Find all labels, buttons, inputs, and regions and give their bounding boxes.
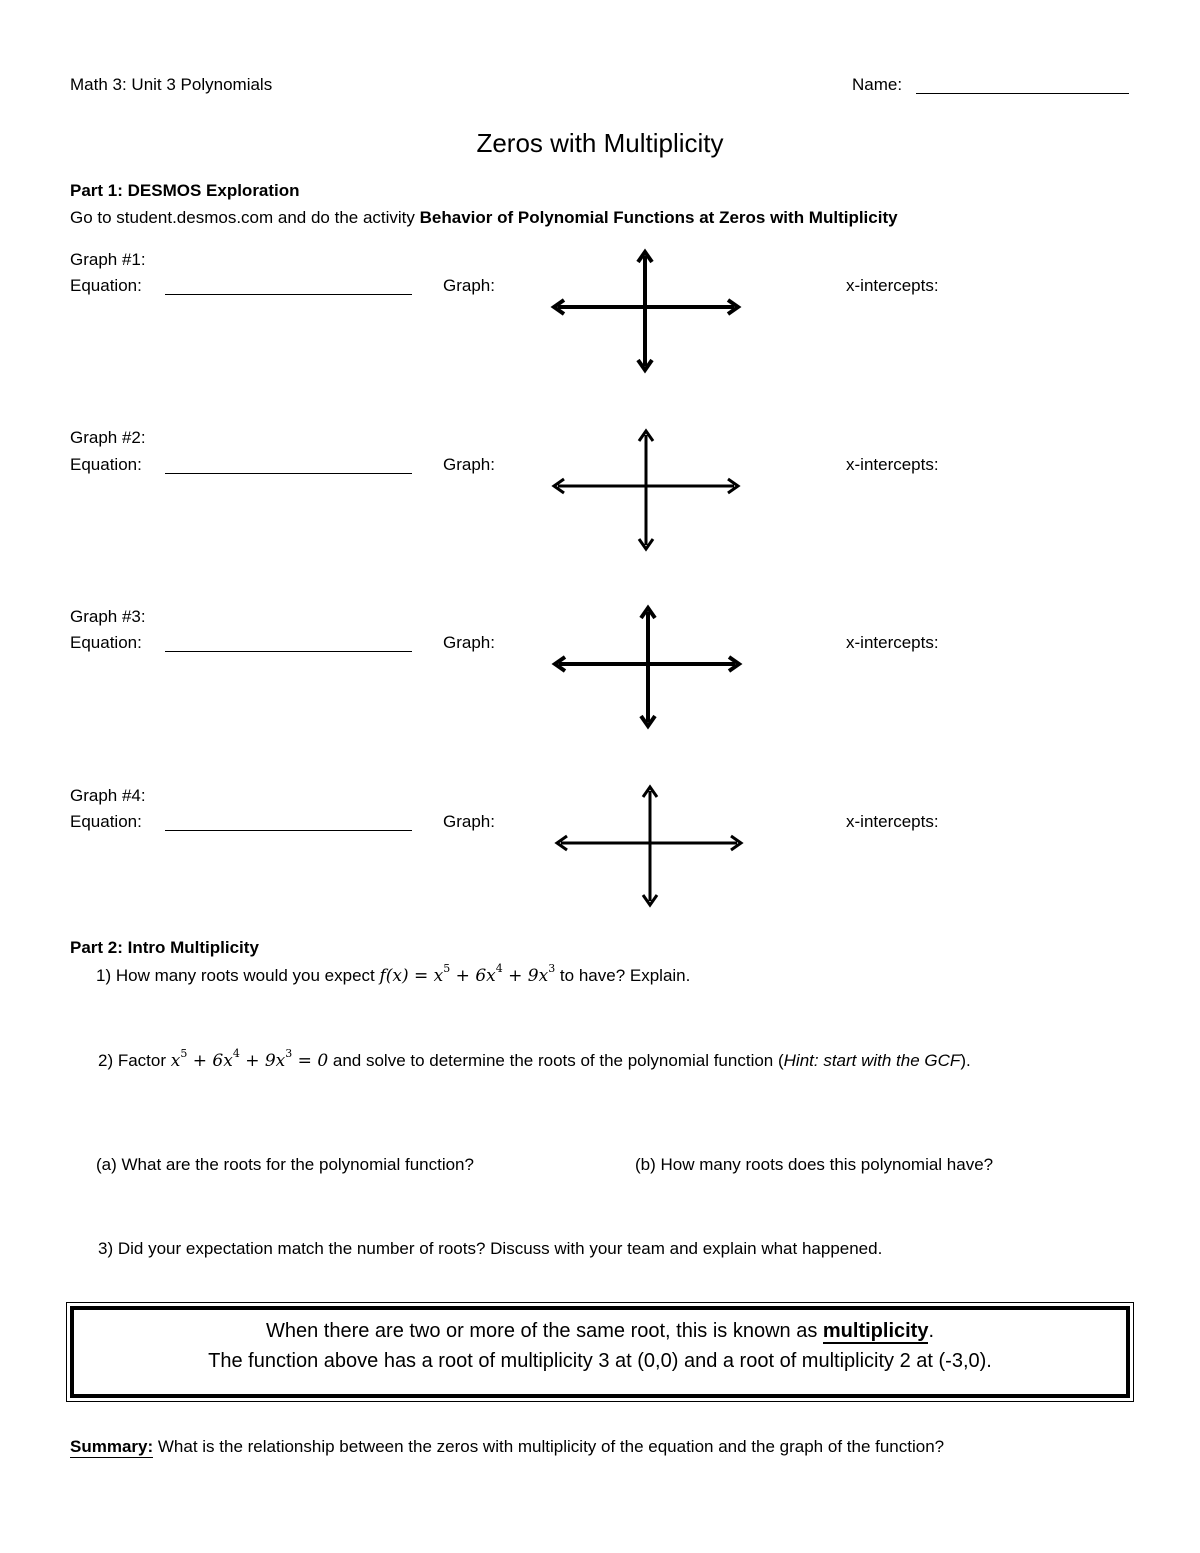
summary-label: Summary: [70, 1437, 154, 1456]
graph-4-equation-label: Equation: [70, 812, 142, 831]
part1-instruction [70, 208, 898, 228]
question-3: 3) Did your expectation match the number of roots? Discuss with your team and explain what happened. [98, 1239, 883, 1258]
graph-4-equation-field[interactable] [165, 830, 412, 831]
graph-1-axes[interactable] [550, 250, 742, 372]
name-field[interactable] [916, 93, 1129, 94]
part2-heading: Part 2: Intro Multiplicity [70, 938, 259, 957]
multiplicity-term: multiplicity [822, 1320, 929, 1342]
graph-3-equation-label: Equation: [70, 633, 142, 652]
part1-heading: Part 1: DESMOS Exploration [70, 181, 300, 200]
question-2b: (b) How many roots does this polynomial have? [635, 1155, 994, 1174]
question-2 [98, 1047, 971, 1071]
callout-line-2: The function above has a root of multiplicity 3 at (0,0) and a root of multiplicity 2 at (-3,0). [208, 1350, 992, 1372]
question-2a: (a) What are the roots for the polynomial function? [96, 1155, 474, 1174]
graph-3-axes[interactable] [551, 606, 743, 728]
graph-2-equation-label: Equation: [70, 455, 142, 474]
graph-3-label: Graph #3: [70, 607, 146, 626]
graph-1-graph-label: Graph: [443, 276, 495, 295]
graph-1-equation-field[interactable] [165, 294, 412, 295]
page-title: Zeros with Multiplicity [476, 128, 724, 158]
summary [70, 1437, 944, 1458]
activity-name: Behavior of Polynomial Functions at Zeros with Multiplicity [419, 208, 898, 227]
graph-3-intercepts-label: x-intercepts: [846, 633, 939, 652]
graph-2-equation-field[interactable] [165, 473, 412, 474]
summary-text: What is the relationship between the zeros with multiplicity of the equation and the graph of the function? [153, 1437, 945, 1456]
q1-suffix: to have? Explain. [555, 966, 691, 985]
q1-prefix: 1) How many roots would you expect [96, 966, 380, 985]
graph-2-axes[interactable] [550, 429, 742, 551]
q2-hint: Hint: start with the GCF [783, 1051, 961, 1070]
name-label: Name: [852, 75, 903, 94]
multiplicity-callout [70, 1306, 1130, 1398]
q2-suffix: and solve to determine the roots of the polynomial function ( [328, 1051, 784, 1070]
q1-function: $f(x) = x^5 + 6x^4 + 9x^3$ [379, 962, 556, 986]
graph-2-graph-label: Graph: [443, 455, 495, 474]
course-header: Math 3: Unit 3 Polynomials [70, 75, 273, 94]
q2-prefix: 2) Factor [98, 1051, 171, 1070]
graph-3-graph-label: Graph: [443, 633, 495, 652]
question-1 [96, 962, 691, 986]
callout-line-1: When there are two or more of the same root, this is known as multiplicity. [265, 1320, 935, 1342]
graph-2-intercepts-label: x-intercepts: [846, 455, 939, 474]
graph-1-intercepts-label: x-intercepts: [846, 276, 939, 295]
graph-4-axes[interactable] [553, 785, 745, 907]
q2-end: ). [960, 1051, 971, 1070]
graph-3-equation-field[interactable] [165, 651, 412, 652]
instruction-prefix: Go to student.desmos.com and do the activity [70, 208, 420, 227]
graph-2-label: Graph #2: [70, 428, 146, 447]
graph-4-intercepts-label: x-intercepts: [846, 812, 939, 831]
graph-4-graph-label: Graph: [443, 812, 495, 831]
graph-1-label: Graph #1: [70, 250, 146, 269]
graph-1-equation-label: Equation: [70, 276, 142, 295]
q2-equation: $x^5 + 6x^4 + 9x^3 = 0$ [170, 1047, 329, 1071]
graph-4-label: Graph #4: [70, 786, 146, 805]
